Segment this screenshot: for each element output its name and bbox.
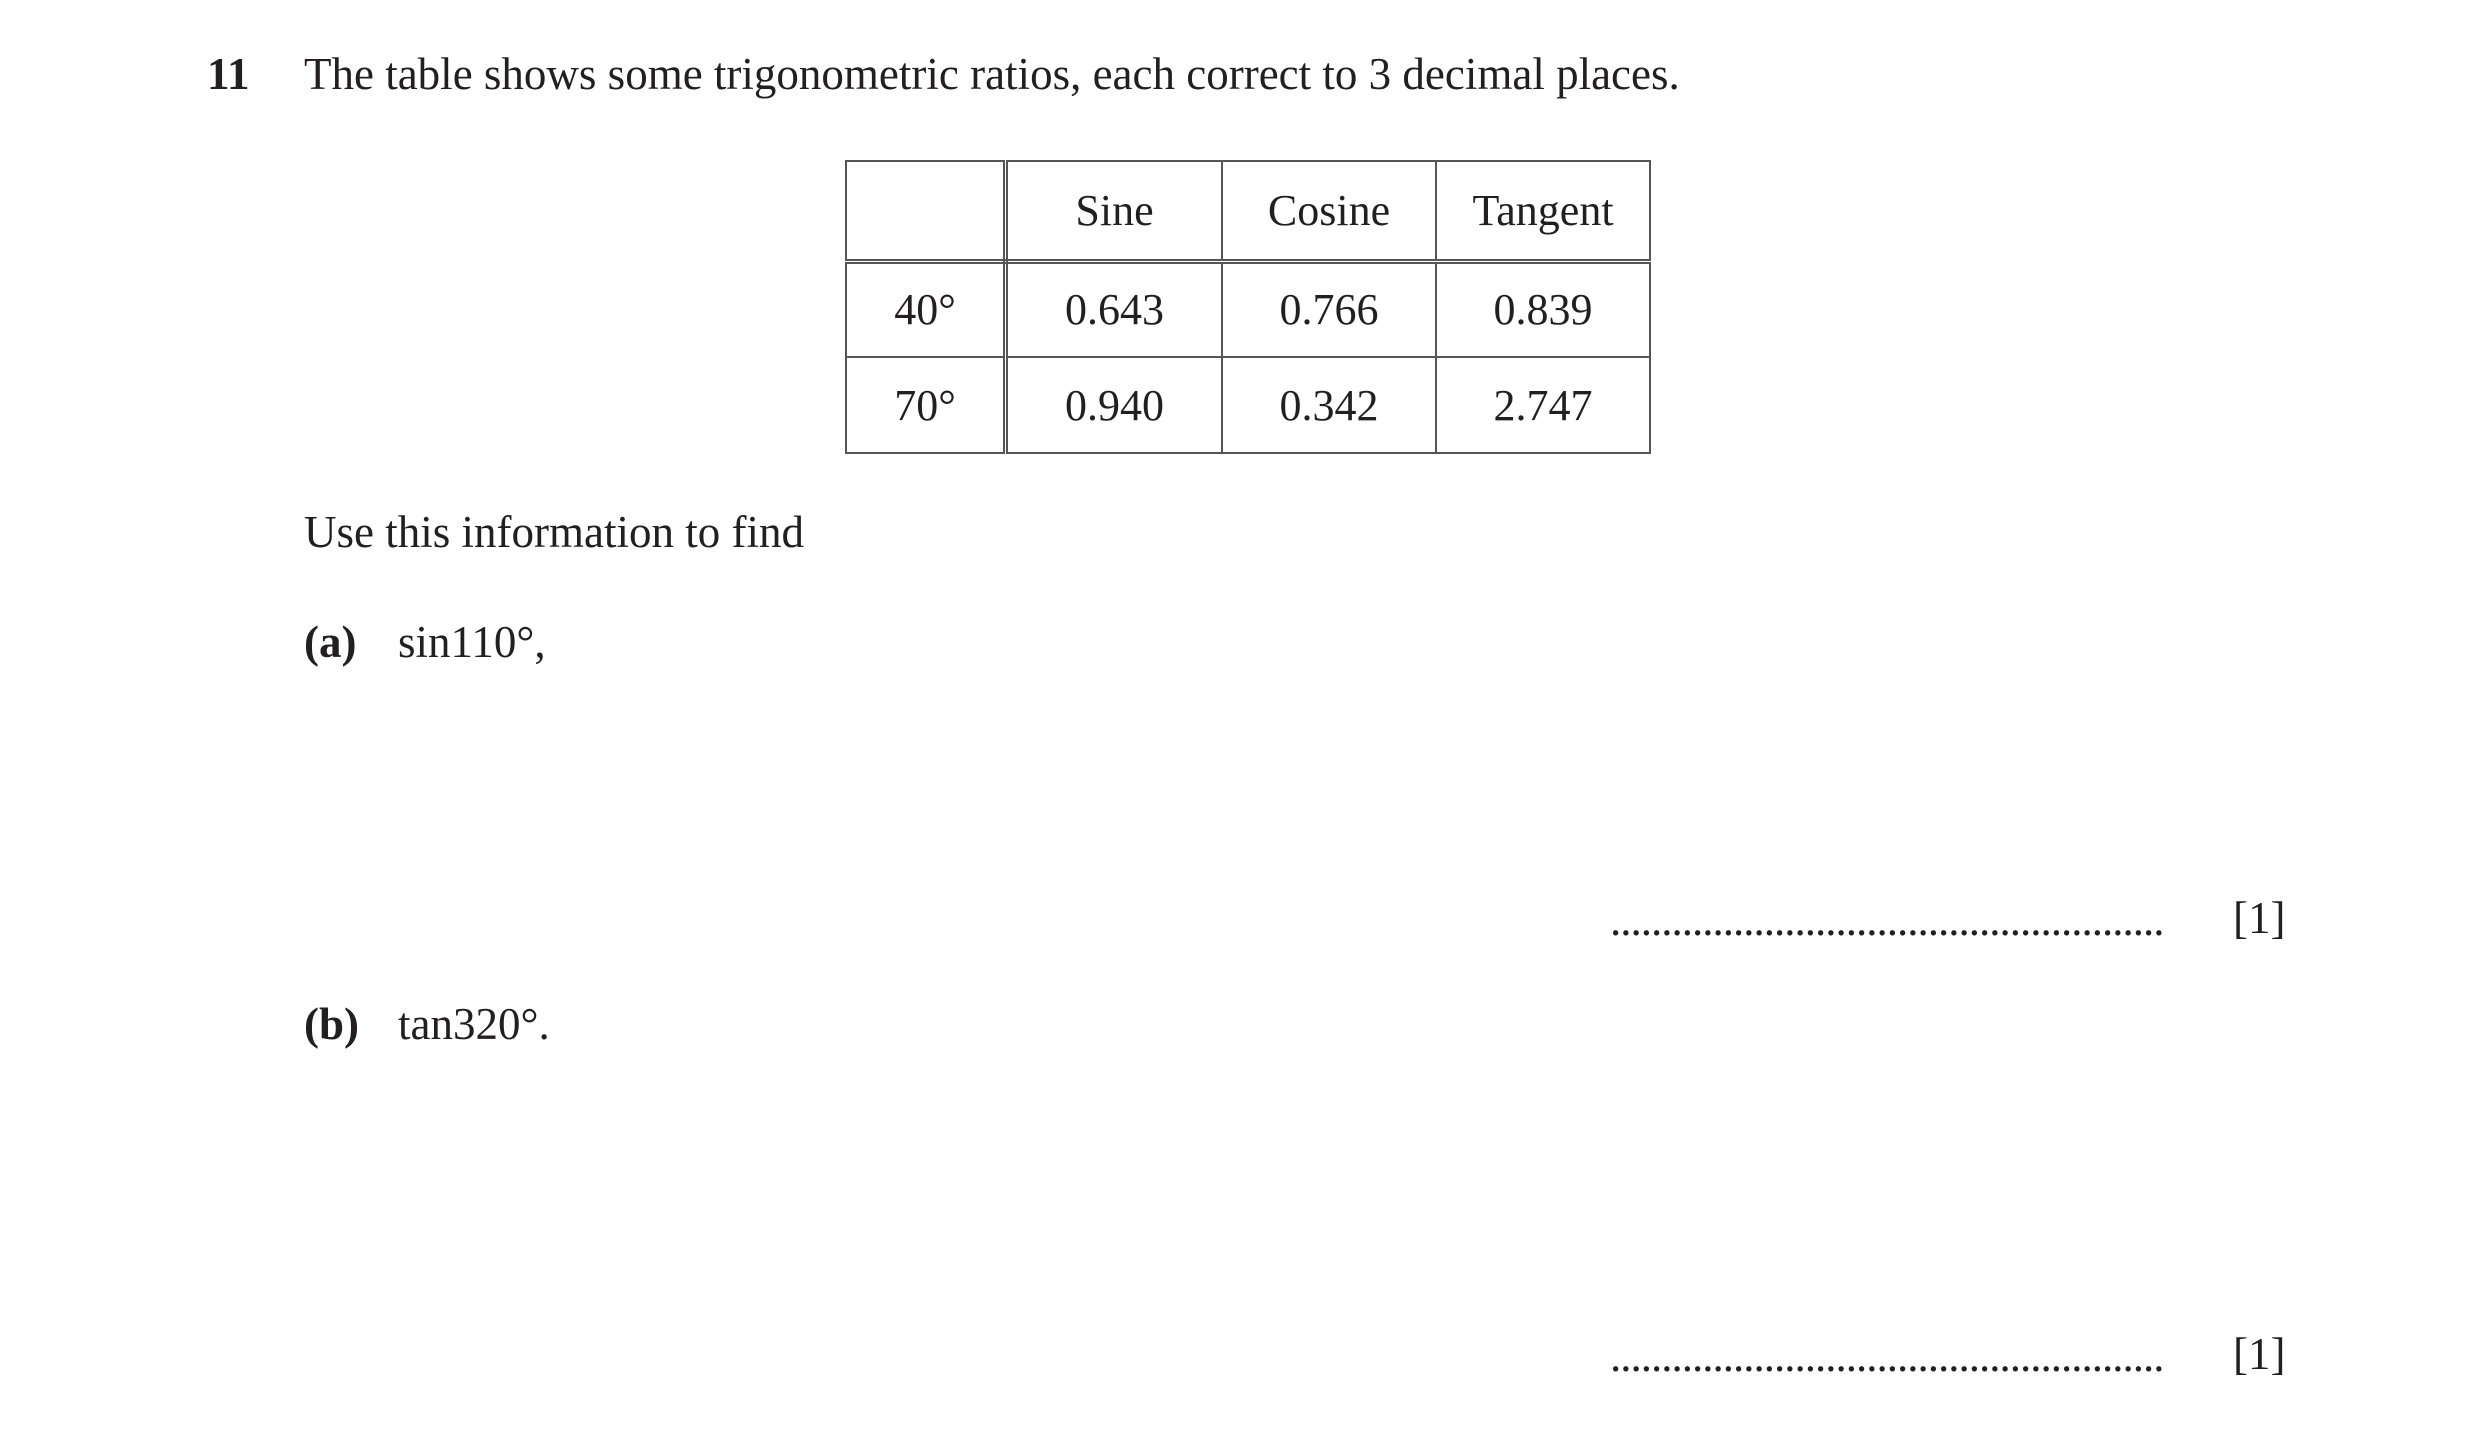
trig-ratio-table (845, 160, 1651, 454)
part-a-label: (a) (304, 617, 357, 667)
table-row-label: 40° (846, 261, 1006, 357)
part-a-text: sin110°, (398, 617, 546, 667)
part-a-answer-line[interactable]: ...................................................... (1610, 895, 2164, 945)
part-b-marks: [1] (2233, 1329, 2286, 1379)
table-header-row (846, 161, 1650, 261)
part-a-marks: [1] (2233, 893, 2286, 943)
table-header-cell: Sine (1006, 161, 1223, 261)
table-row-label: 70° (846, 357, 1006, 453)
question-number: 11 (207, 49, 250, 99)
part-b-label: (b) (304, 999, 359, 1049)
table-cell: 0.643 (1006, 261, 1223, 357)
table-row (846, 261, 1650, 357)
table-row (846, 357, 1650, 453)
table-cell: 0.839 (1436, 261, 1650, 357)
question-stem: The table shows some trigonometric ratios, each correct to 3 decimal places. (304, 49, 1680, 99)
part-b-answer-line[interactable]: ...................................................... (1610, 1331, 2164, 1381)
instruction-text: Use this information to find (304, 507, 804, 557)
part-b-text: tan320°. (398, 999, 550, 1049)
table-cell: 2.747 (1436, 357, 1650, 453)
table-header-cell: Tangent (1436, 161, 1650, 261)
table-cell: 0.940 (1006, 357, 1223, 453)
table-header-cell: Cosine (1222, 161, 1436, 261)
table-cell: 0.766 (1222, 261, 1436, 357)
table-cell: 0.342 (1222, 357, 1436, 453)
table-header-cell (846, 161, 1006, 261)
